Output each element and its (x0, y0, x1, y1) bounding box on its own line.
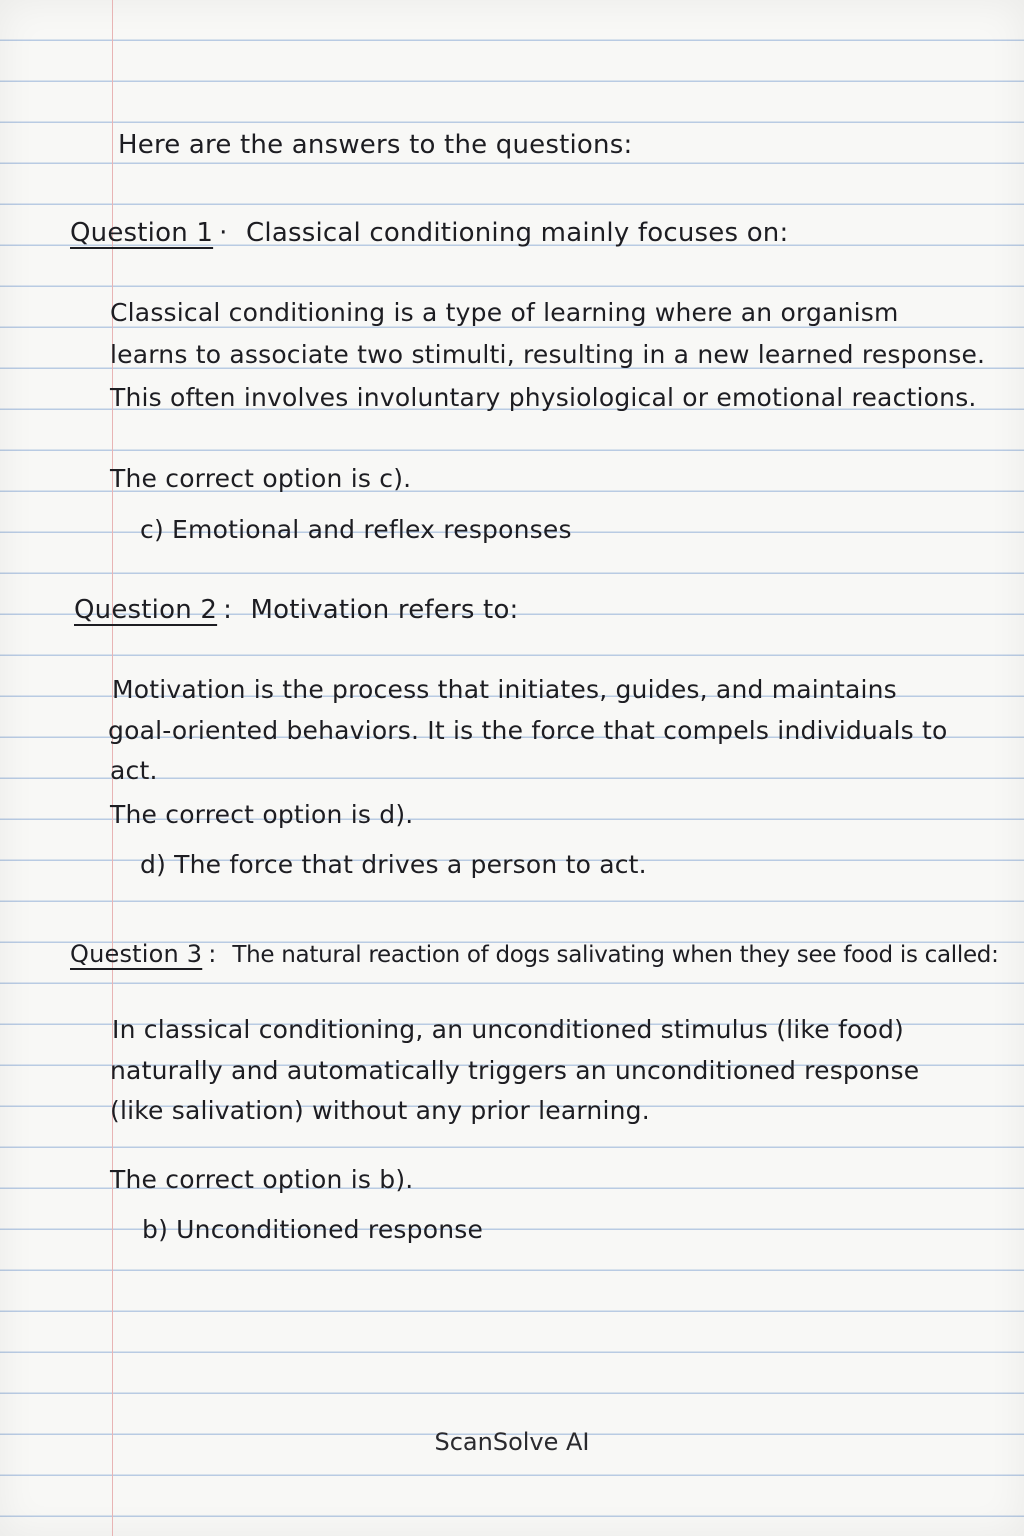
question-2-answer: d) The force that drives a person to act. (140, 850, 647, 879)
question-1-heading (70, 218, 788, 248)
question-2-explanation-line-1: Motivation is the process that initiates, guides, and maintains (112, 675, 897, 704)
question-3-label: Question 3 (70, 940, 203, 968)
question-2-heading (74, 595, 519, 625)
question-1-explanation-line-1: Classical conditioning is a type of learning where an organism (110, 298, 899, 327)
footer-brand: ScanSolve AI (434, 1428, 590, 1456)
question-3-correct-option: The correct option is b). (110, 1165, 414, 1194)
question-1-explanation-line-2: learns to associate two stimulti, resulting in a new learned response. (110, 340, 986, 369)
question-1-explanation-line-3: This often involves involuntary physiological or emotional reactions. (110, 383, 977, 412)
question-1-correct-option: The correct option is c). (110, 464, 412, 493)
question-3-answer: b) Unconditioned response (142, 1215, 484, 1244)
question-3-separator: : (208, 940, 217, 968)
question-2-label: Question 2 (74, 595, 218, 625)
question-1-separator: · (219, 218, 228, 248)
question-2-prompt: Motivation refers to: (250, 595, 519, 625)
question-2-explanation-line-3: act. (110, 756, 158, 785)
question-3-prompt: The natural reaction of dogs salivating when they see food is called: (232, 942, 999, 968)
question-1-prompt: Classical conditioning mainly focuses on: (246, 218, 789, 248)
question-2-correct-option: The correct option is d). (110, 800, 414, 829)
question-3-heading (70, 940, 999, 968)
question-1-answer: c) Emotional and reflex responses (140, 515, 572, 544)
question-1-label: Question 1 (70, 218, 214, 248)
intro-text: Here are the answers to the questions: (118, 130, 633, 160)
question-2-separator: : (223, 595, 233, 625)
question-3-explanation-line-3: (like salivation) without any prior learning. (110, 1096, 650, 1125)
question-3-explanation-line-1: In classical conditioning, an unconditioned stimulus (like food) (112, 1015, 904, 1044)
question-3-explanation-line-2: naturally and automatically triggers an unconditioned response (110, 1056, 920, 1085)
question-2-explanation-line-2: goal-oriented behaviors. It is the force that compels individuals to (108, 716, 948, 745)
